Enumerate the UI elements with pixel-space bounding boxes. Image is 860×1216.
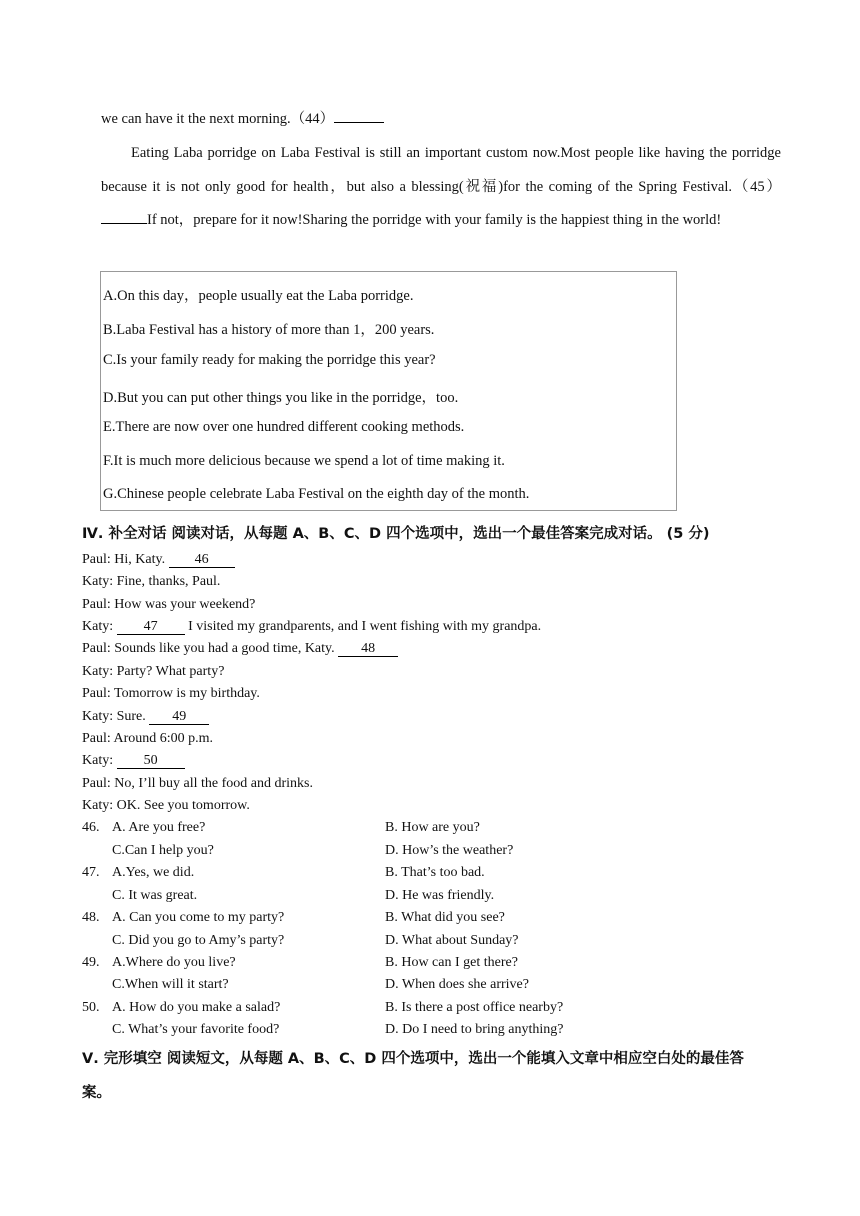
passage-line-44-text: we can have it the next morning.（44） [101, 111, 335, 127]
option-item: A.On this day，people usually eat the Laba porridge. [103, 288, 414, 304]
dialogue-line [82, 753, 185, 769]
dialogue-blank-48: 48 [338, 641, 398, 657]
options-box [100, 271, 677, 511]
question-number: 48. [82, 910, 100, 925]
option-item: G.Chinese people celebrate Laba Festival on the eighth day of the month. [103, 486, 530, 502]
question-option-a: A. Can you come to my party? [112, 910, 285, 925]
option-item: B.Laba Festival has a history of more than 1，200 years. [103, 322, 435, 338]
dialogue-line: Paul: No, I’ll buy all the food and drinks. [82, 776, 313, 791]
dialogue-blank-50: 50 [117, 753, 185, 769]
option-item: D.But you can put other things you like in the porridge，too. [103, 390, 459, 406]
passage-paragraph-text-a: Eating Laba porridge on Laba Festival is still an important custom now.Most people like having the porridge because it is not only good for health，but also a blessing(祝福)for the coming of the Spring Festival.（45） [101, 145, 781, 195]
dialogue-line: Katy: OK. See you tomorrow. [82, 798, 250, 813]
question-number: 47. [82, 865, 100, 880]
dialogue-line: Paul: Around 6:00 p.m. [82, 731, 214, 746]
answer-blank-45 [101, 209, 147, 224]
question-number: 50. [82, 1000, 100, 1015]
dialogue-line [82, 641, 398, 657]
passage-paragraph-text-b: If not，prepare for it now!Sharing the porridge with your family is the happiest thing in the world! [147, 212, 722, 228]
dialogue-line [82, 619, 541, 635]
dialogue-text: I visited my grandparents, and I went fishing with my grandpa. [184, 619, 542, 634]
question-option-b: B. What did you see? [385, 910, 505, 925]
question-option-b: B. Is there a post office nearby? [385, 1000, 564, 1015]
question-option-b: B. How can I get there? [385, 955, 518, 970]
dialogue-line [82, 552, 235, 568]
dialogue-line: Paul: How was your weekend? [82, 597, 256, 612]
dialogue-text: Katy: [82, 619, 117, 634]
section-iv-title: Ⅳ. 补全对话 阅读对话，从每题 A、B、C、D 四个选项中，选出一个最佳答案完成对话。 (5 分) [82, 526, 710, 542]
question-option-c: C. What’s your favorite food? [112, 1022, 280, 1037]
question-option-a: A.Where do you live? [112, 955, 236, 970]
option-item: E.There are now over one hundred different cooking methods. [103, 419, 465, 435]
question-option-a: A.Yes, we did. [112, 865, 195, 880]
question-option-c: C. Did you go to Amy’s party? [112, 933, 285, 948]
question-option-d: D. How’s the weather? [385, 843, 514, 858]
question-option-a: A. Are you free? [112, 820, 206, 835]
question-option-c: C.When will it start? [112, 977, 229, 992]
question-option-a: A. How do you make a salad? [112, 1000, 281, 1015]
question-option-c: C.Can I help you? [112, 843, 214, 858]
option-item: F.It is much more delicious because we spend a lot of time making it. [103, 453, 505, 469]
question-option-d: D. He was friendly. [385, 888, 495, 903]
section-v-title: Ⅴ. 完形填空 阅读短文，从每题 A、B、C、D 四个选项中，选出一个能填入文章中相应空白处的最佳答 [82, 1051, 744, 1067]
dialogue-line [82, 709, 209, 725]
dialogue-line: Katy: Fine, thanks, Paul. [82, 574, 221, 589]
dialogue-text: Paul: Hi, Katy. [82, 552, 169, 567]
question-number: 49. [82, 955, 100, 970]
dialogue-blank-46: 46 [169, 552, 235, 568]
question-number: 46. [82, 820, 100, 835]
question-option-c: C. It was great. [112, 888, 198, 903]
question-option-b: B. How are you? [385, 820, 480, 835]
question-option-d: D. What about Sunday? [385, 933, 519, 948]
dialogue-blank-49: 49 [149, 709, 209, 725]
dialogue-line: Katy: Party? What party? [82, 664, 225, 679]
option-item: C.Is your family ready for making the porridge this year? [103, 352, 436, 368]
passage-paragraph [101, 137, 781, 238]
question-option-b: B. That’s too bad. [385, 865, 485, 880]
dialogue-line: Paul: Tomorrow is my birthday. [82, 686, 260, 701]
answer-blank-44 [334, 108, 384, 123]
dialogue-blank-47: 47 [117, 619, 185, 635]
dialogue-text: Katy: [82, 753, 117, 768]
question-option-d: D. When does she arrive? [385, 977, 529, 992]
dialogue-text: Paul: Sounds like you had a good time, Katy. [82, 641, 339, 656]
passage-line-44 [101, 103, 781, 137]
question-option-d: D. Do I need to bring anything? [385, 1022, 564, 1037]
section-v-title-continued: 案。 [82, 1085, 111, 1101]
dialogue-text: Katy: Sure. [82, 709, 150, 724]
